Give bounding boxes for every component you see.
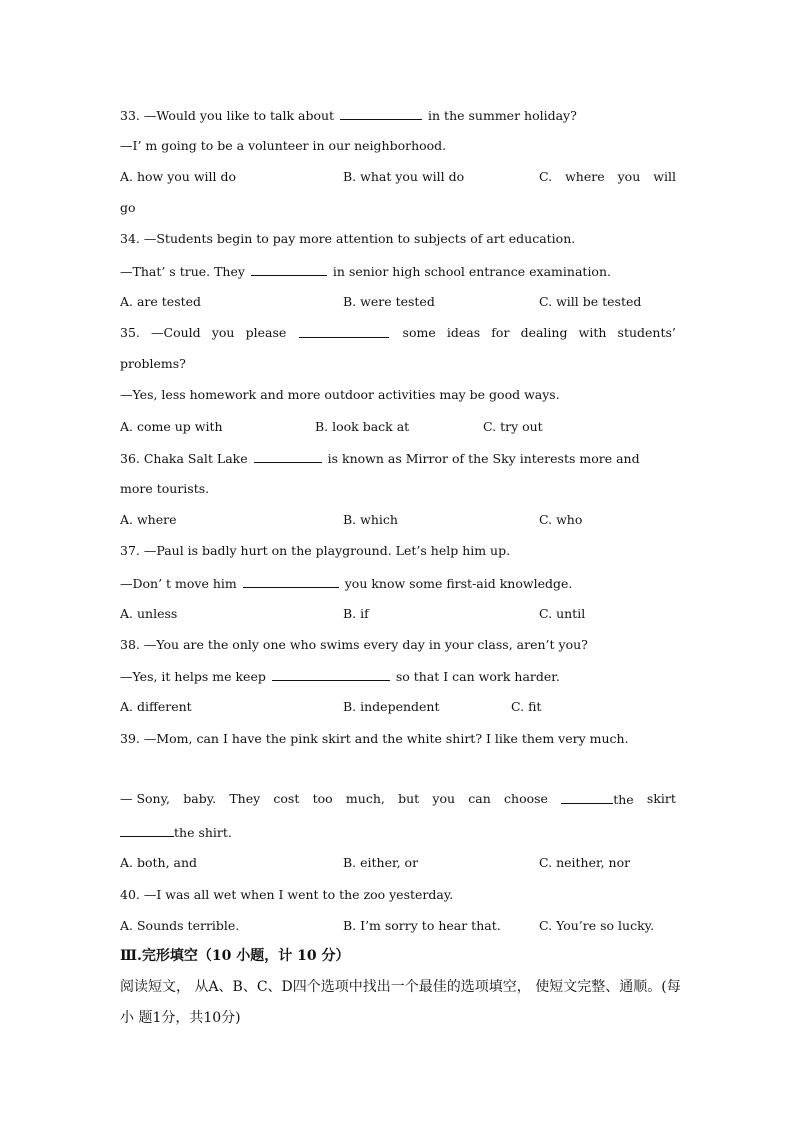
q35-reply: —Yes, less homework and more outdoor activities may be good ways. — [120, 387, 560, 402]
option-c: C. who — [539, 512, 583, 527]
q40-options — [120, 918, 676, 934]
q36-prompt-wrap: more tourists. — [120, 481, 210, 496]
q33-option-c-wrap: go — [120, 200, 136, 215]
q37-options — [120, 606, 676, 622]
option-b: B. look back at — [315, 419, 410, 434]
answer-blank — [251, 263, 327, 276]
answer-blank — [561, 791, 613, 804]
option-c: C. neither, nor — [539, 855, 631, 870]
option-a: A. different — [120, 699, 192, 714]
option-c: C. try out — [483, 419, 543, 434]
q34-prompt: 34. —Students begin to pay more attention to subjects of art education. — [120, 231, 576, 246]
q35-prompt-wrap: problems? — [120, 356, 186, 371]
q35-options — [120, 419, 676, 435]
option-a: A. where — [120, 512, 177, 527]
section-instructions-wrap: 小 题1分，共10分) — [120, 1010, 241, 1026]
option-b: B. either, or — [343, 855, 419, 870]
q37-reply: —Don’ t move him you know some first-aid knowledge. — [120, 576, 573, 591]
option-c: C. You’re so lucky. — [539, 918, 655, 933]
answer-blank — [272, 668, 390, 681]
q39-reply: — Sony, baby. They cost too much, but you can choose the skirt — [120, 791, 676, 807]
q33-reply: —I’ m going to be a volunteer in our neighborhood. — [120, 138, 447, 153]
answer-blank — [254, 450, 322, 463]
option-a: A. unless — [120, 606, 178, 621]
q39-reply-wrap: the shirt. — [120, 824, 676, 841]
answer-blank — [120, 824, 174, 837]
q40-prompt: 40. —I was all wet when I went to the zoo yesterday. — [120, 887, 454, 902]
q36-options — [120, 512, 676, 528]
q38-reply: —Yes, it helps me keep so that I can work harder. — [120, 669, 560, 684]
option-c: C. fit — [511, 699, 542, 714]
q33-options — [120, 169, 676, 185]
option-a: A. Sounds terrible. — [120, 918, 240, 933]
option-a: A. both, and — [120, 855, 198, 870]
q36-prompt: 36. Chaka Salt Lake is known as Mirror of the Sky interests more and — [120, 451, 640, 466]
option-b: B. what you will do — [343, 169, 465, 184]
section-instructions: 阅读短文， 从A、B、C、D四个选项中找出一个最佳的选项填空， 使短文完整、通顺。(每 — [120, 979, 681, 995]
option-b: B. were tested — [343, 294, 435, 309]
q38-options — [120, 699, 676, 715]
option-c: C. until — [539, 606, 586, 621]
q35-prompt: 35. —Could you please some ideas for dealing with students’ — [120, 325, 676, 340]
option-b: B. if — [343, 606, 369, 621]
q38-prompt: 38. —You are the only one who swims every day in your class, aren’t you? — [120, 637, 588, 652]
section-heading: Ⅲ.完形填空（10 小题，计 10 分） — [120, 948, 350, 964]
option-a: A. how you will do — [120, 169, 237, 184]
option-c: C. where you will — [539, 169, 676, 184]
q37-prompt: 37. —Paul is badly hurt on the playground. Let’s help him up. — [120, 543, 511, 558]
answer-blank — [340, 107, 422, 120]
option-b: B. independent — [343, 699, 440, 714]
q39-options — [120, 855, 676, 871]
option-b: B. which — [343, 512, 398, 527]
answer-blank — [243, 575, 339, 588]
q33-prompt: 33. —Would you like to talk about in the summer holiday? — [120, 108, 577, 123]
option-b: B. I’m sorry to hear that. — [343, 918, 501, 933]
option-a: A. come up with — [120, 419, 223, 434]
q39-prompt: 39. —Mom, can I have the pink skirt and the white shirt? I like them very much. — [120, 731, 629, 746]
answer-blank — [299, 325, 389, 338]
option-c: C. will be tested — [539, 294, 642, 309]
q34-options — [120, 294, 676, 310]
q34-reply: —That’ s true. They in senior high school entrance examination. — [120, 264, 611, 279]
option-a: A. are tested — [120, 294, 202, 309]
